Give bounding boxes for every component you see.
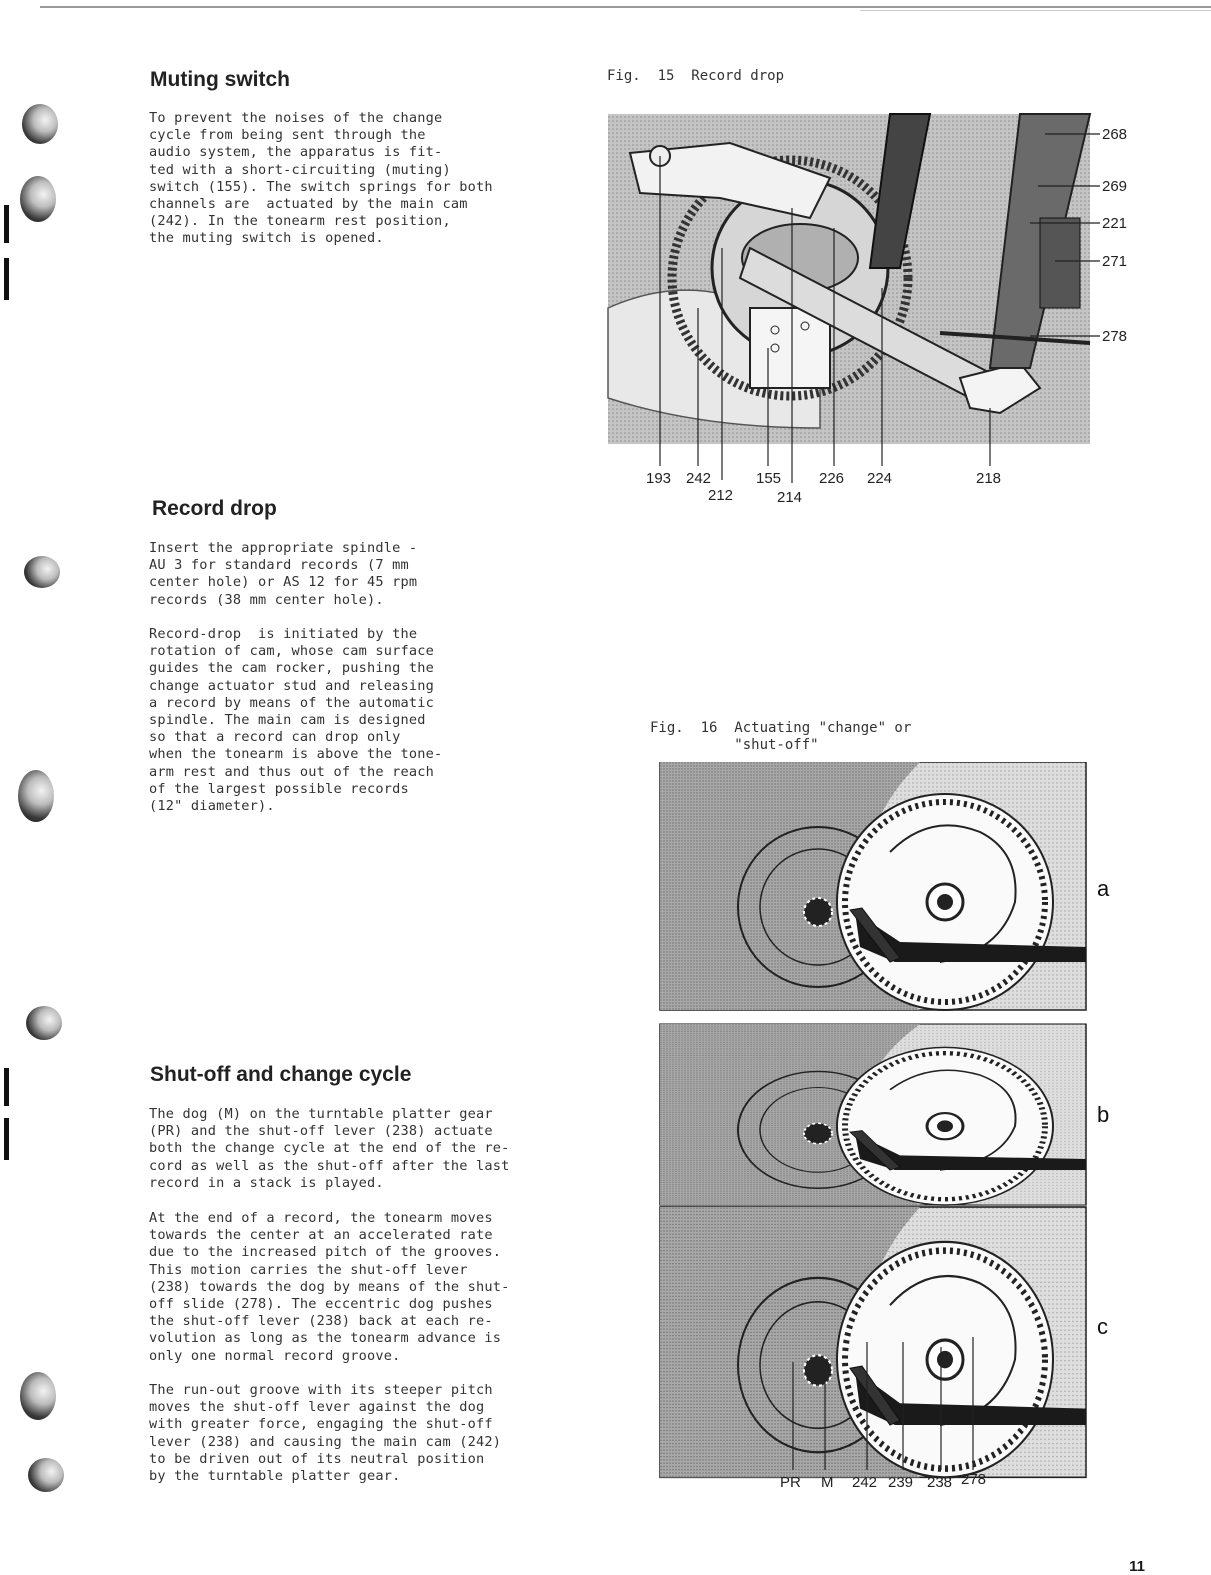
binder-hole <box>28 1458 64 1492</box>
muting-switch-paragraph: To prevent the noises of the change cycle from being sent through the audio system, the apparatus is fit- ted with a short-circuiting (muting) switch (155). The switch springs for both channels are actuated by the main cam (242). In the tonearm rest position, the muting switch is opened. <box>149 110 493 247</box>
fig16-panel-b <box>660 1024 1086 1205</box>
fig15-photo <box>600 108 1160 508</box>
fig15-label-218: 218 <box>976 470 1002 487</box>
fig15-label-224: 224 <box>867 470 893 487</box>
shutoff-paragraph-1: The dog (M) on the turntable platter gear (PR) and the shut-off lever (238) actuate both the change cycle at the end of the re- cord as well as the shut-off after the last record in a stack is played. <box>149 1106 510 1191</box>
fig16-diagram <box>655 762 1135 1497</box>
fig16-label-278: 278 <box>961 1471 987 1488</box>
fig15-label-278: 278 <box>1102 328 1128 345</box>
fig16-panel-c <box>660 1207 1086 1477</box>
record-drop-paragraph-2: Record-drop is initiated by the rotation of cam, whose cam surface guides the cam rocker, pushing the change actuator stud and releasing a record by means of the automatic spindle. The main cam is designed so that a record can drop only when the tonearm is above the tone- arm rest and thus out of the reach of the largest possible records (12" diameter). <box>149 626 443 815</box>
fig15-switch-block <box>750 308 830 388</box>
page-edge-mark <box>4 205 9 243</box>
page-edge-mark <box>4 1068 9 1106</box>
binder-hole <box>20 1372 56 1420</box>
fig16-label-pr: PR <box>780 1474 801 1491</box>
fig15-label-214: 214 <box>777 489 803 506</box>
fig16-label-242: 242 <box>852 1474 878 1491</box>
fig16-label-m: M <box>821 1474 834 1491</box>
fig16-panel-label-b: b <box>1097 1102 1110 1127</box>
fig15-label-155: 155 <box>756 470 782 487</box>
binder-hole <box>22 104 58 144</box>
top-rule <box>40 6 1211 8</box>
binder-hole <box>26 1006 62 1040</box>
page-edge-mark <box>4 258 9 300</box>
fig16-caption: Fig. 16 Actuating "change" or "shut-off" <box>650 720 912 753</box>
fig16-panel-label-c: c <box>1097 1314 1108 1339</box>
binder-hole <box>18 770 54 822</box>
heading-record-drop: Record drop <box>152 497 277 520</box>
top-rule-secondary <box>860 10 1211 11</box>
fig15-label-242: 242 <box>686 470 712 487</box>
shutoff-paragraph-2: At the end of a record, the tonearm moves towards the center at an accelerated rate due to the increased pitch of the grooves. This motion carries the shut-off lever (238) towards the dog by means of the shut- off slide (278). The eccentric dog pushes the shut-off lever (238) back at each re- volution as long as the tonearm advance is only one normal record groove. <box>149 1210 510 1364</box>
fig15-label-271: 271 <box>1102 253 1128 270</box>
fig16-panel-label-a: a <box>1097 876 1110 901</box>
heading-shutoff-change-cycle: Shut-off and change cycle <box>150 1063 412 1086</box>
binder-hole <box>24 556 60 588</box>
shutoff-paragraph-3: The run-out groove with its steeper pitch moves the shut-off lever against the dog with greater force, engaging the shut-off lever (238) and causing the main cam (242) to be driven out of its neutral position by the turntable platter gear. <box>149 1382 502 1485</box>
fig16-label-238: 238 <box>927 1474 953 1491</box>
fig15-label-212: 212 <box>708 487 734 504</box>
record-drop-paragraph-1: Insert the appropriate spindle - AU 3 for standard records (7 mm center hole) or AS 12 for 45 rpm records (38 mm center hole). <box>149 540 418 608</box>
fig15-label-193: 193 <box>646 470 672 487</box>
page-edge-mark <box>4 1118 9 1160</box>
fig15-label-226: 226 <box>819 470 845 487</box>
fig15-label-221: 221 <box>1102 215 1128 232</box>
fig15-bracket <box>1040 218 1080 308</box>
fig16-label-239: 239 <box>888 1474 914 1491</box>
fig16-panel-a <box>660 762 1086 1010</box>
binder-hole <box>20 176 56 222</box>
fig15-label-268: 268 <box>1102 126 1128 143</box>
fig15-caption: Fig. 15 Record drop <box>607 68 785 84</box>
fig15-label-269: 269 <box>1102 178 1128 195</box>
page-number: 11 <box>1129 1558 1145 1575</box>
heading-muting-switch: Muting switch <box>150 68 290 91</box>
